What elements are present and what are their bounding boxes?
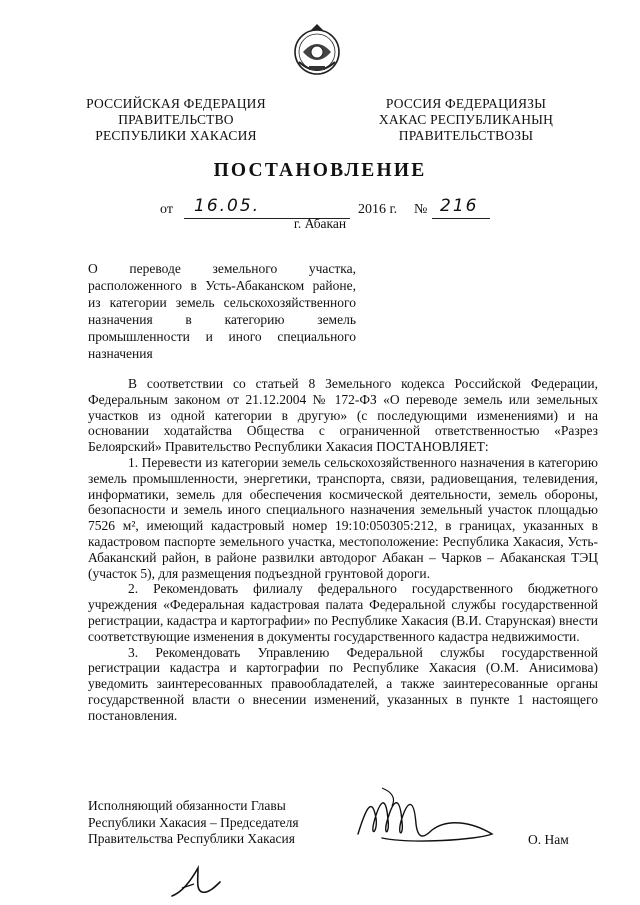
document-body bbox=[88, 376, 598, 724]
number-label: № bbox=[414, 202, 428, 217]
signatory-position-line: Республики Хакасия – Председателя bbox=[88, 814, 299, 830]
signatory-position bbox=[88, 798, 318, 848]
body-paragraph-item-3: 3. Рекомендовать Управлению Федеральной службы государственной регистрации кадастра и картографии по Республике Хакасия (О.М. Анисимова) уведомить заинтересованных правообладателей, а также заинтересованные органы государственной власти о внесении изменений, указанных в пункте 1 настоящего постановления. bbox=[88, 644, 598, 723]
coat-of-arms-emblem bbox=[291, 22, 343, 78]
number-value: 216 bbox=[440, 196, 479, 216]
signatory-position-line: Исполняющий обязанности Главы bbox=[88, 798, 286, 813]
header-left-block bbox=[78, 96, 274, 144]
subject-line: О переводе земельного участка, bbox=[88, 261, 356, 276]
header-right-block bbox=[368, 96, 564, 144]
subject-line: назначения bbox=[88, 346, 153, 361]
header-left-line: РЕСПУБЛИКИ ХАКАСИЯ bbox=[95, 128, 257, 143]
body-paragraph-preamble: В соответствии со статьей 8 Земельного кодекса Российской Федерации, Федеральным законом от 21.12.2004 № 172-ФЗ «О переводе земель или земельных участков из одной категории в другую» (с последующими изменениями) и на основании ходатайства Общества с ограниченной ответственностью «Разрез Белоярский» Правительство Республики Хакасия ПОСТАНОВЛЯЕТ: bbox=[88, 376, 598, 455]
header-right-line: ПРАВИТЕЛЬСТВОЗЫ bbox=[398, 128, 534, 143]
header-right-line: РОССИЯ ФЕДЕРАЦИЯЗЫ bbox=[385, 96, 547, 111]
header-left-line: РОССИЙСКАЯ ФЕДЕРАЦИЯ bbox=[86, 96, 266, 111]
header-right-line: ХАКАС РЕСПУБЛИКАНЫҢ bbox=[378, 112, 554, 127]
signatory-name: О. Нам bbox=[528, 832, 569, 847]
year-label: 2016 г. bbox=[358, 202, 398, 217]
subject-line: промышленности и иного специального bbox=[88, 329, 356, 344]
date-value: 16.05. bbox=[194, 196, 261, 216]
header-left-line: ПРАВИТЕЛЬСТВО bbox=[118, 112, 234, 127]
body-paragraph-item-1: 1. Перевести из категории земель сельскохозяйственного назначения в категорию земель промышленности, энергетики, транспорта, связи, радиовещания, телевидения, информатики, земель для обеспечения космической деятельности, земель обороны, безопасности и земель иного специального назначения земельный участок площадью 7526 м², имеющий кадастровый номер 19:10:050305:212, в границах, указанных в кадастровом паспорте земельного участка, местоположение: Республика Хакасия, Усть-Абаканский район, в районе развилки автодорог Абакан – Чарков – Абаканская ТЭЦ (участок 5), для размещения подъездной грунтовой дороги. bbox=[88, 454, 598, 581]
city-line: г. Абакан bbox=[293, 216, 347, 231]
date-from-label: от bbox=[160, 202, 173, 217]
handwritten-signature bbox=[352, 778, 502, 858]
signatory-position-line: Правительства Республики Хакасия bbox=[88, 831, 295, 846]
body-paragraph-item-2: 2. Рекомендовать филиалу федерального государственного бюджетного учреждения «Федеральная кадастровая палата Федеральной службы государственной регистрации, кадастра и картографии» по Республике Хакасия (В.И. Старунская) внести соответствующие изменения в документы государственного кадастра недвижимости. bbox=[88, 581, 598, 644]
subject-line: назначения в категорию земель bbox=[88, 312, 356, 327]
subject-block bbox=[88, 260, 356, 362]
subject-line: из категории земель сельскохозяйственного bbox=[88, 295, 356, 310]
subject-line: расположенного в Усть-Абаканском районе, bbox=[88, 278, 356, 293]
handwritten-initials bbox=[168, 862, 224, 902]
document-title: ПОСТАНОВЛЕНИЕ bbox=[213, 160, 427, 181]
